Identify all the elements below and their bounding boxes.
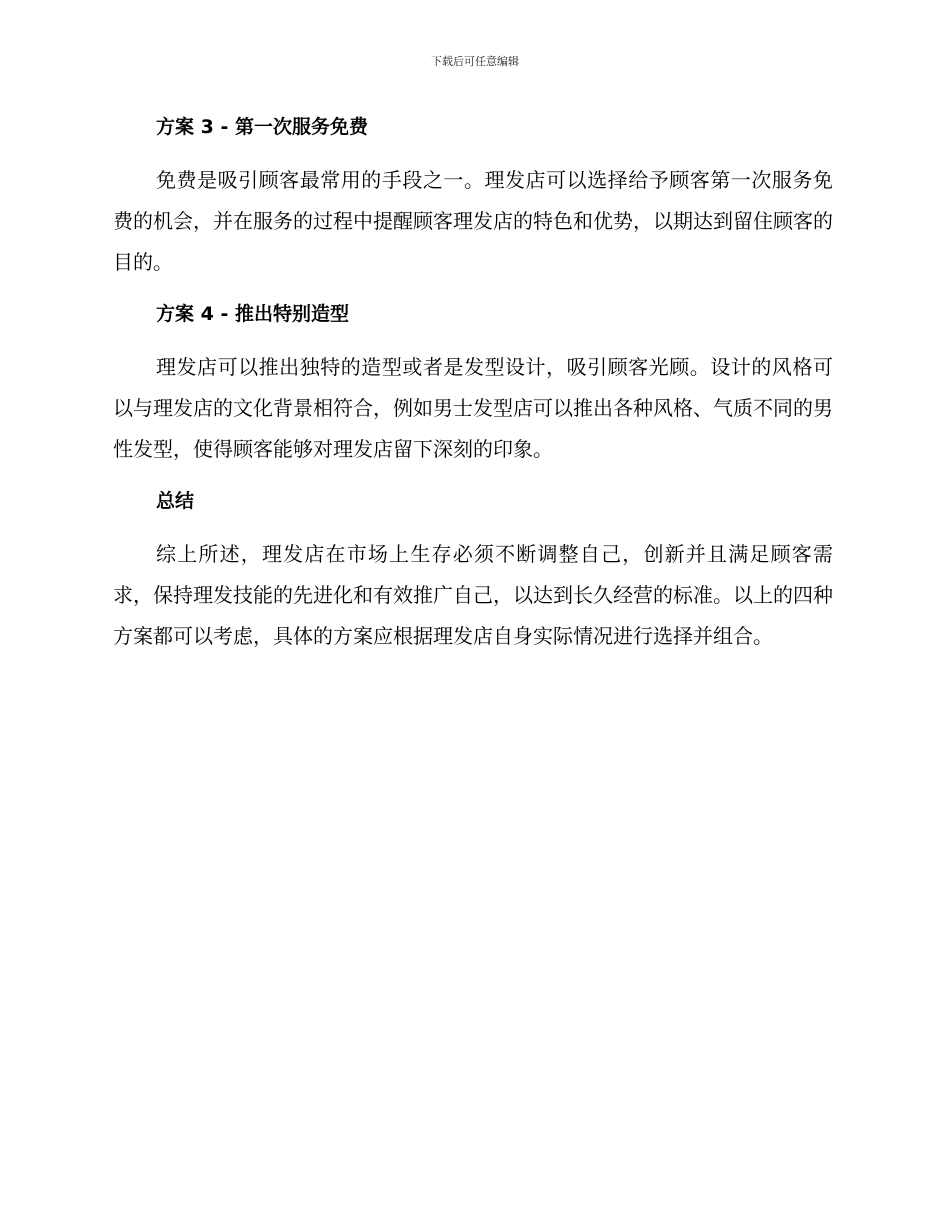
section-paragraph-plan-3: 免费是吸引顾客最常用的手段之一。理发店可以选择给予顾客第一次服务免费的机会，并在服务的过程中提醒顾客理发店的特色和优势，以期达到留住顾客的目的。 [113, 168, 833, 274]
section-paragraph-plan-4: 理发店可以推出独特的造型或者是发型设计，吸引顾客光顾。设计的风格可以与理发店的文化背景相符合，例如男士发型店可以推出各种风格、气质不同的男性发型，使得顾客能够对理发店留下深刻的印象。 [113, 355, 833, 461]
document-body [113, 110, 833, 671]
page-header-note: 下载后可任意编辑 [431, 55, 519, 68]
section-heading-plan-3: 方案 3 - 第一次服务免费 [156, 116, 368, 138]
section-heading-summary: 总结 [156, 490, 195, 512]
section-paragraph-summary: 综上所述，理发店在市场上生存必须不断调整自己，创新并且满足顾客需求，保持理发技能的先进化和有效推广自己，以达到长久经营的标准。以上的四种方案都可以考虑，具体的方案应根据理发店自身实际情况进行选择并组合。 [113, 542, 833, 648]
section-heading-plan-4: 方案 4 - 推出特别造型 [156, 303, 349, 325]
